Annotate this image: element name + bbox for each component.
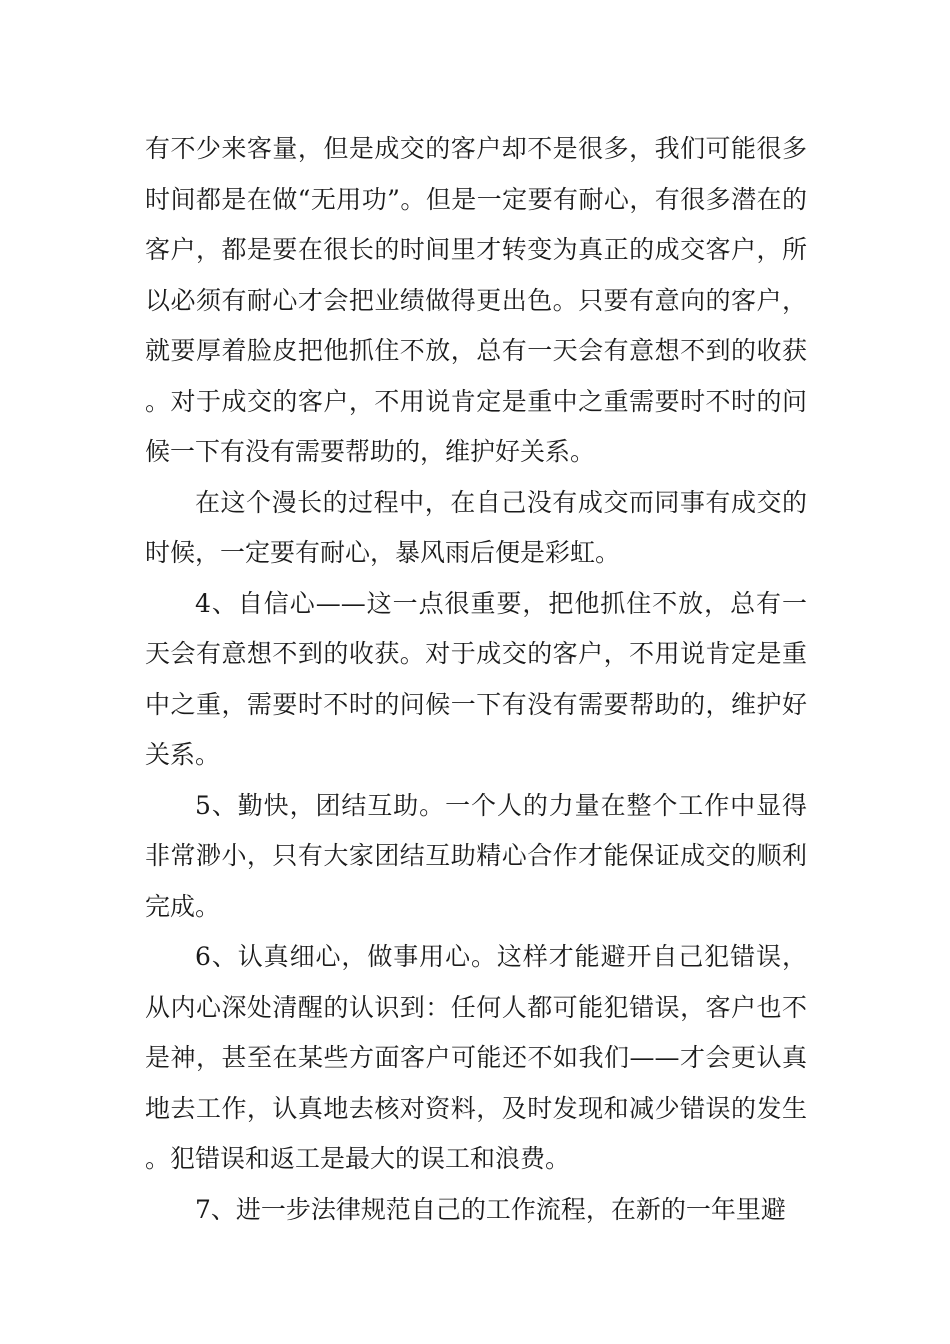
paragraph-item-4: 4、自信心——这一点很重要，把他抓住不放，总有一天会有意想不到的收获。对于成交的客户，不用说肯定是重中之重，需要时不时的问候一下有没有需要帮助的，维护好关系。: [145, 588, 807, 769]
paragraph-item-5: 5、勤快，团结互助。一个人的力量在整个工作中显得非常渺小，只有大家团结互助精心合作才能保证成交的顺利完成。: [145, 790, 807, 921]
paragraph-patience: 在这个漫长的过程中，在自己没有成交而同事有成交的时候，一定要有耐心，暴风雨后便是彩虹。: [145, 487, 807, 567]
paragraph-item-7: 7、进一步法律规范自己的工作流程，在新的一年里避: [195, 1194, 786, 1224]
document-body: [145, 124, 807, 1235]
paragraph-continued: 有不少来客量，但是成交的客户却不是很多，我们可能很多时间都是在做“无用功”。但是一定要有耐心，有很多潜在的客户，都是要在很长的时间里才转变为真正的成交客户，所以必须有耐心才会把业绩做得更出色。只要有意向的客户，就要厚着脸皮把他抓住不放，总有一天会有意想不到的收获。对于成交的客户，不用说肯定是重中之重需要时不时的问候一下有没有需要帮助的，维护好关系。: [145, 134, 807, 466]
paragraph-item-6: 6、认真细心，做事用心。这样才能避开自己犯错误，从内心深处清醒的认识到：任何人都可能犯错误，客户也不是神，甚至在某些方面客户可能还不如我们——才会更认真地去工作，认真地去核对资料，及时发现和减少错误的发生。犯错误和返工是最大的误工和浪费。: [145, 942, 807, 1173]
